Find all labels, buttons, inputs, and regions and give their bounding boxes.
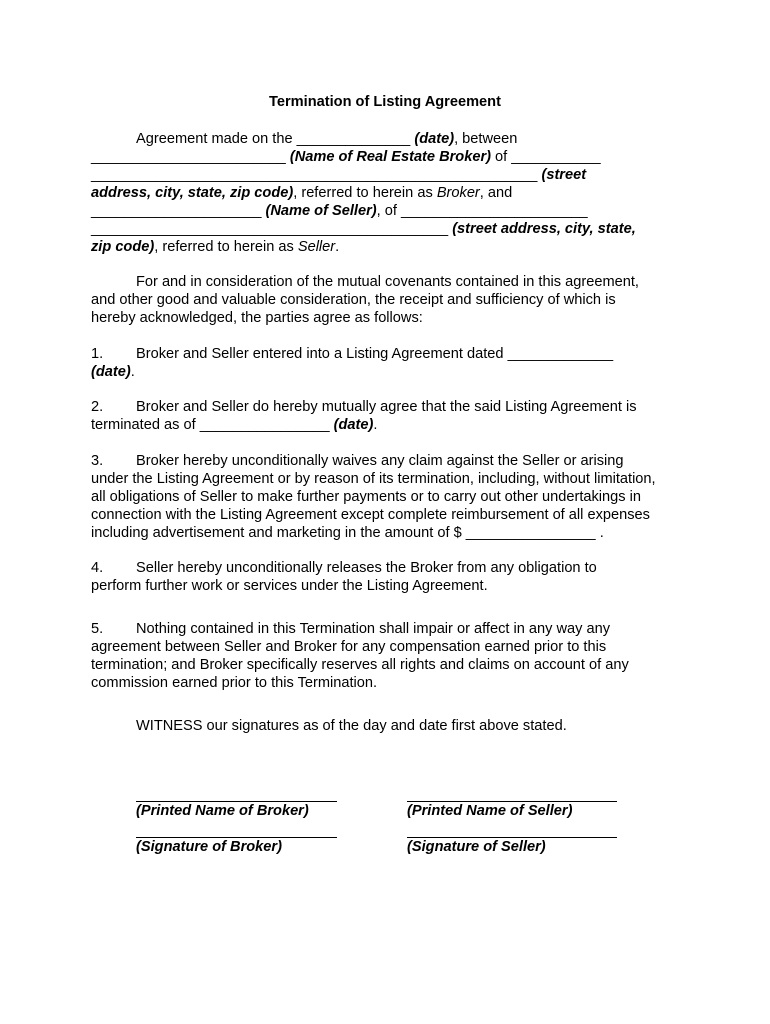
clause-number: 3. <box>91 453 104 469</box>
intro-date-blank[interactable]: Agreement made on the ______________ <box>136 131 415 147</box>
clause-number: 1. <box>91 346 104 362</box>
clause-number: 2. <box>91 399 104 415</box>
text-fragment: , referred to herein as <box>293 185 437 201</box>
broker-name-blank[interactable]: ________________________ <box>91 149 290 165</box>
zip-label: zip code) <box>91 239 155 255</box>
clause-4-line-2: perform further work or services under the Listing Agreement. <box>91 578 488 594</box>
seller-name-label: (Name of Seller) <box>265 203 377 219</box>
clause-5-line-3: termination; and Broker specifically reserves all rights and claims on account of any <box>91 657 629 673</box>
intro-line-2 <box>91 148 601 166</box>
clause-2-line-2 <box>91 416 377 434</box>
clause-4 <box>91 559 597 577</box>
clause-number: 4. <box>91 560 104 576</box>
clause-1 <box>91 345 613 363</box>
clause-3-line-3: all obligations of Seller to make further payments or to carry out other undertakings in <box>91 489 641 505</box>
clause-3-line-4: connection with the Listing Agreement except complete reimbursement of all expenses <box>91 507 650 523</box>
intro-line-7 <box>91 238 339 256</box>
consideration-line-1: For and in consideration of the mutual covenants contained in this agreement, <box>136 274 639 290</box>
clause-3 <box>91 452 624 470</box>
clause-3-line-5[interactable]: including advertisement and marketing in the amount of $ ________________ . <box>91 525 604 541</box>
seller-signature-line[interactable] <box>407 837 617 838</box>
seller-address-label: (street address, city, state, <box>452 221 636 237</box>
consideration-line-3: hereby acknowledged, the parties agree as follows: <box>91 310 423 326</box>
intro-line-6 <box>91 220 636 238</box>
document-title: Termination of Listing Agreement <box>269 94 501 110</box>
broker-signature-line[interactable] <box>136 837 337 838</box>
clause-2 <box>91 398 637 416</box>
clause-number: 5. <box>91 621 104 637</box>
broker-signature-label: (Signature of Broker) <box>136 839 282 855</box>
text-fragment: , and <box>479 185 513 201</box>
intro-line-1 <box>136 130 517 148</box>
clause-3-text: Broker hereby unconditionally waives any claim against the Seller or arising <box>136 453 624 469</box>
clause-4-text: Seller hereby unconditionally releases the Broker from any obligation to <box>136 560 597 576</box>
intro-line-4 <box>91 184 512 202</box>
text-fragment: . <box>373 417 378 433</box>
broker-printed-name-line[interactable] <box>136 801 337 802</box>
broker-printed-name-label: (Printed Name of Broker) <box>136 803 309 819</box>
seller-address-blank-2[interactable]: ____________________________________________ <box>91 221 453 237</box>
clause-5-line-4: commission earned prior to this Termination. <box>91 675 378 691</box>
intro-line-3 <box>91 166 586 184</box>
broker-name-label: (Name of Real Estate Broker) <box>289 149 491 165</box>
clause-1-text[interactable]: Broker and Seller entered into a Listing Agreement dated _____________ <box>136 346 614 362</box>
clause-3-line-2: under the Listing Agreement or by reason of its termination, including, without limitation, <box>91 471 656 487</box>
broker-term: Broker <box>436 185 480 201</box>
seller-term: Seller <box>297 239 336 255</box>
clause-2-text: Broker and Seller do hereby mutually agree that the said Listing Agreement is <box>136 399 637 415</box>
seller-printed-name-line[interactable] <box>407 801 617 802</box>
clause-5-text: Nothing contained in this Termination shall impair or affect in any way any <box>136 621 611 637</box>
clause-1-line-2 <box>91 363 135 381</box>
seller-printed-name-label: (Printed Name of Seller) <box>407 803 573 819</box>
broker-address-blank-2[interactable]: _______________________________________________________ <box>91 167 542 183</box>
witness-statement: WITNESS our signatures as of the day and date first above stated. <box>136 718 567 734</box>
intro-line-5 <box>91 202 588 220</box>
text-fragment: . <box>130 364 135 380</box>
date-label: (date) <box>91 364 131 380</box>
seller-signature-label: (Signature of Seller) <box>407 839 546 855</box>
clause-5 <box>91 620 610 638</box>
text-fragment: , between <box>454 131 518 147</box>
broker-address-blank[interactable]: of ___________ <box>491 149 601 165</box>
text-fragment: , referred to herein as <box>154 239 298 255</box>
text-fragment: . <box>335 239 340 255</box>
termination-date-blank[interactable]: terminated as of ________________ <box>91 417 334 433</box>
date-label: (date) <box>414 131 455 147</box>
seller-name-blank[interactable]: _____________________ <box>91 203 266 219</box>
clause-5-line-2: agreement between Seller and Broker for any compensation earned prior to this <box>91 639 607 655</box>
seller-address-blank[interactable]: , of _______________________ <box>376 203 588 219</box>
consideration-line-2: and other good and valuable consideration, the receipt and sufficiency of which is <box>91 292 616 308</box>
address-label: address, city, state, zip code) <box>91 185 294 201</box>
street-label: (street <box>541 167 587 183</box>
date-label: (date) <box>333 417 374 433</box>
